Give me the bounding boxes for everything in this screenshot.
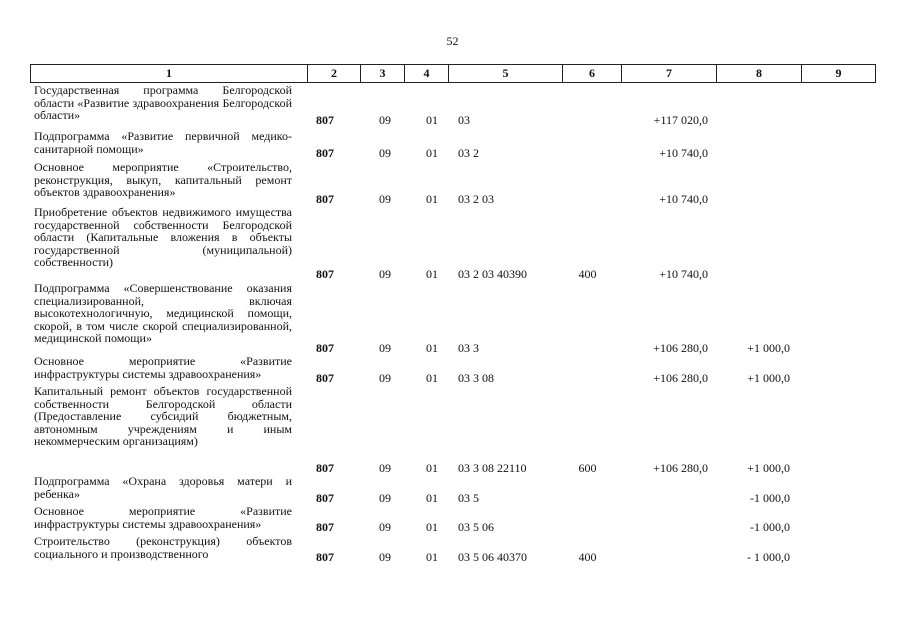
row-name: Строительство (реконструкция) объектов социального и производственного	[34, 534, 292, 561]
page-number: 52	[446, 34, 459, 48]
cell-col-3: 09	[379, 371, 391, 385]
cell-col-7: +10 740,0	[659, 267, 708, 281]
cell-col-2: 807	[316, 520, 334, 534]
cell-col-8: +1 000,0	[747, 341, 790, 355]
cell-col-5: 03 2 03	[458, 192, 494, 206]
cell-col-4: 01	[426, 461, 438, 475]
cell-col-4: 01	[426, 371, 438, 385]
cell-col-2: 807	[316, 192, 334, 206]
cell-col-4: 01	[426, 192, 438, 206]
cell-col-8: -1 000,0	[750, 491, 790, 505]
cell-col-6: 400	[578, 267, 597, 281]
header-col-6: 6	[562, 65, 621, 82]
row-name: Приобретение объектов недвижимого имущества государственной собственности Белгородской области (Капитальные вложения в объекты государственной (муниципальной) собственности)	[34, 205, 292, 270]
cell-col-2: 807	[316, 113, 334, 127]
row-name: Подпрограмма «Развитие первичной медико-санитарной помощи»	[34, 129, 292, 156]
cell-col-5: 03 5 06	[458, 520, 494, 534]
cell-col-4: 01	[426, 341, 438, 355]
cell-col-7: +117 020,0	[653, 113, 708, 127]
row-name: Капитальный ремонт объектов государственной собственности Белгородской области (Предоставление субсидий бюджетным, автономным учреждениям и иным некоммерческим организациям)	[34, 384, 292, 449]
cell-col-3: 09	[379, 550, 391, 564]
header-col-1: 1	[166, 66, 172, 80]
cell-col-8: -1 000,0	[750, 520, 790, 534]
cell-col-2: 807	[316, 341, 334, 355]
cell-col-4: 01	[426, 113, 438, 127]
cell-col-3: 09	[379, 113, 391, 127]
cell-col-2: 807	[316, 461, 334, 475]
cell-col-5: 03 5	[458, 491, 479, 505]
row-name: Основное мероприятие «Развитие инфраструктуры системы здравоохранения»	[34, 504, 292, 531]
cell-col-5: 03 3	[458, 341, 479, 355]
row-name: Основное мероприятие «Развитие инфраструктуры системы здравоохранения»	[34, 354, 292, 381]
cell-col-7: +106 280,0	[653, 341, 708, 355]
cell-col-5: 03	[458, 113, 470, 127]
header-col-9: 9	[801, 65, 875, 82]
header-col-4: 4	[404, 65, 448, 82]
cell-col-3: 09	[379, 520, 391, 534]
cell-col-3: 09	[379, 491, 391, 505]
cell-col-5: 03 2	[458, 146, 479, 160]
cell-col-2: 807	[316, 550, 334, 564]
row-name: Подпрограмма «Охрана здоровья матери и ребенка»	[34, 474, 292, 501]
header-col-8: 8	[716, 65, 801, 82]
cell-col-7: +106 280,0	[653, 461, 708, 475]
table-header	[30, 64, 876, 83]
row-name: Подпрограмма «Совершенствование оказания специализированной, включая высокотехнологичную, медицинской помощи, скорой, в том числе скорой специализированной, медицинской помощи»	[34, 281, 292, 346]
cell-col-3: 09	[379, 146, 391, 160]
cell-col-7: +10 740,0	[659, 146, 708, 160]
cell-col-4: 01	[426, 267, 438, 281]
cell-col-8: - 1 000,0	[747, 550, 790, 564]
header-col-3: 3	[360, 65, 404, 82]
cell-col-4: 01	[426, 550, 438, 564]
cell-col-8: +1 000,0	[747, 371, 790, 385]
row-name: Основное мероприятие «Строительство, реконструкция, выкуп, капитальный ремонт объектов здравоохранения»	[34, 160, 292, 200]
cell-col-3: 09	[379, 461, 391, 475]
cell-col-4: 01	[426, 146, 438, 160]
cell-col-3: 09	[379, 192, 391, 206]
cell-col-3: 09	[379, 341, 391, 355]
cell-col-6: 600	[578, 461, 597, 475]
cell-col-2: 807	[316, 146, 334, 160]
cell-col-4: 01	[426, 491, 438, 505]
header-col-5: 5	[448, 65, 562, 82]
cell-col-6: 400	[578, 550, 597, 564]
cell-col-2: 807	[316, 371, 334, 385]
cell-col-2: 807	[316, 267, 334, 281]
cell-col-5: 03 2 03 40390	[458, 267, 527, 281]
header-col-7: 7	[621, 65, 716, 82]
cell-col-5: 03 3 08	[458, 371, 494, 385]
cell-col-4: 01	[426, 520, 438, 534]
cell-col-7: +10 740,0	[659, 192, 708, 206]
cell-col-5: 03 5 06 40370	[458, 550, 527, 564]
cell-col-3: 09	[379, 267, 391, 281]
cell-col-8: +1 000,0	[747, 461, 790, 475]
cell-col-7: +106 280,0	[653, 371, 708, 385]
header-col-2: 2	[307, 65, 360, 82]
row-name: Государственная программа Белгородской области «Развитие здравоохранения Белгородской области»	[34, 83, 292, 123]
cell-col-5: 03 3 08 22110	[458, 461, 527, 475]
cell-col-2: 807	[316, 491, 334, 505]
